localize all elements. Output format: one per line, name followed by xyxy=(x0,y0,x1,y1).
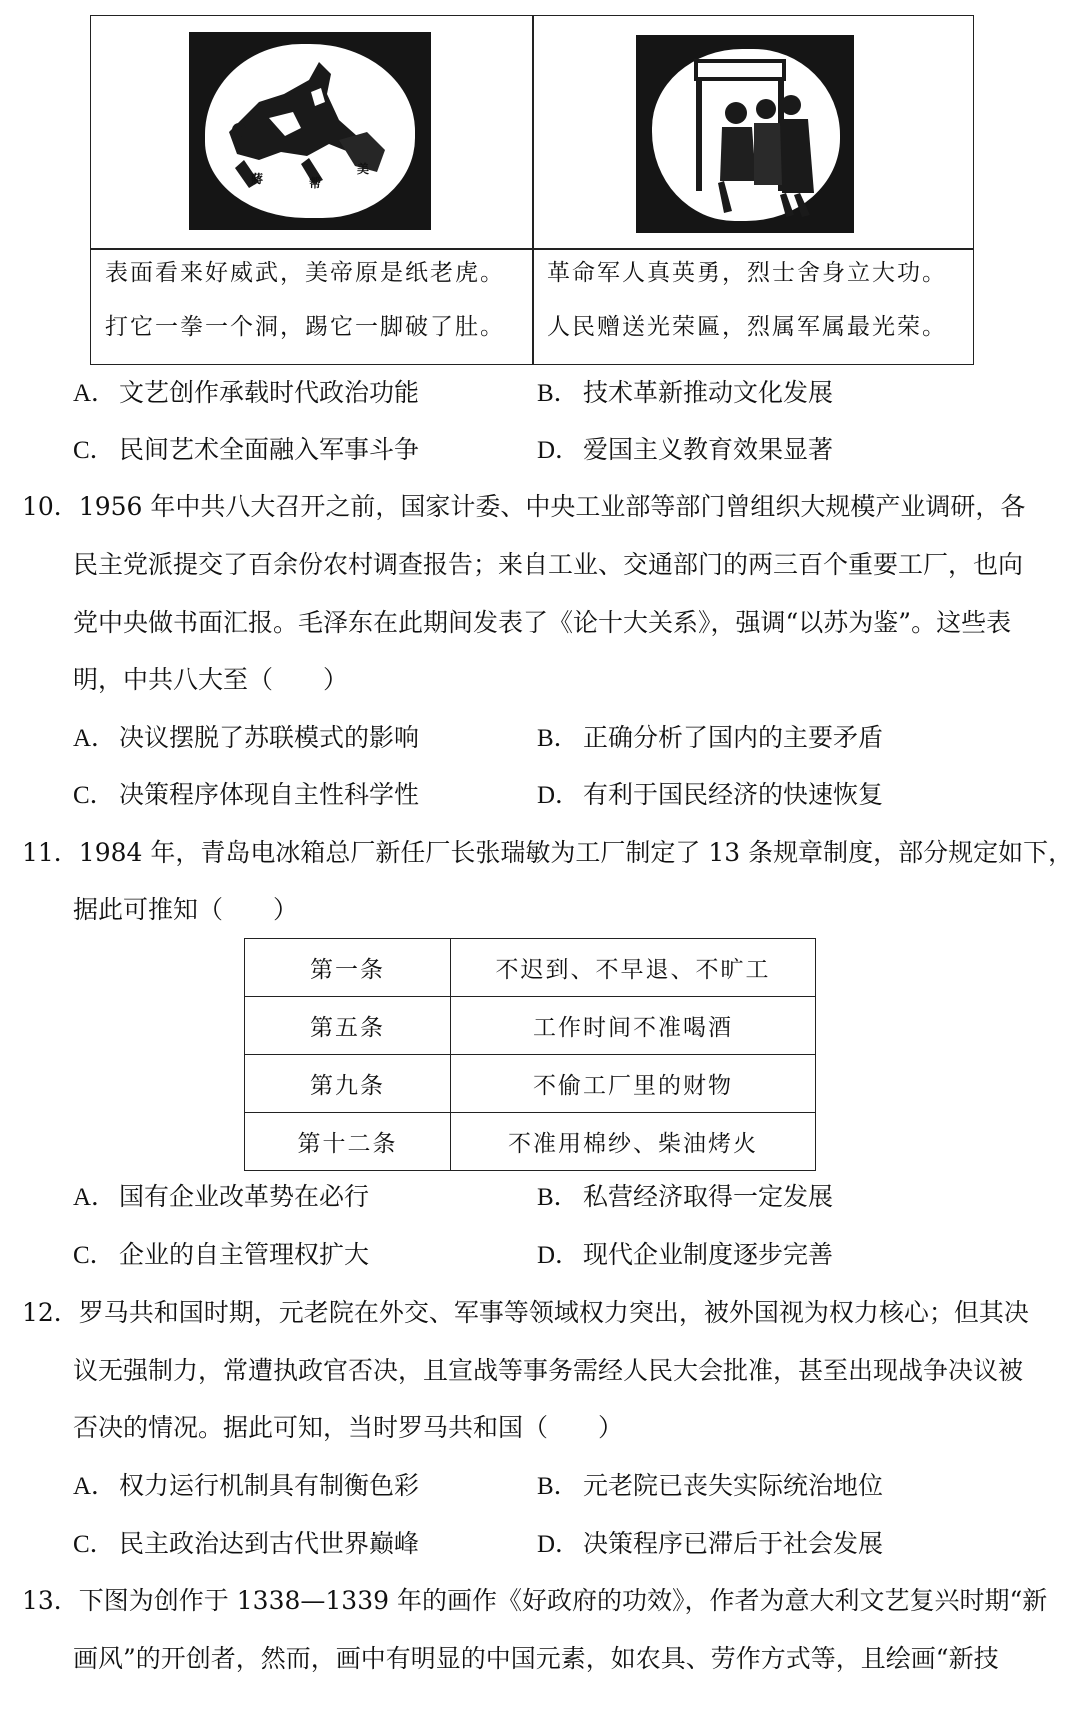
option-letter: B． xyxy=(537,1184,579,1211)
table-row xyxy=(245,939,816,997)
option-letter: D． xyxy=(537,1531,581,1558)
option-text: 技术革新推动文化发展 xyxy=(583,378,834,407)
q12-stem-line2: 议无强制力，常遭执政官否决，且宣战等事务需经人民大会批准，甚至出现战争决议被 xyxy=(73,1356,1024,1385)
q12-option-d[interactable] xyxy=(537,1527,883,1562)
option-letter: A． xyxy=(73,1473,117,1500)
option-text: 民间艺术全面融入军事斗争 xyxy=(119,435,420,464)
woodcut-caption-2: 帮 xyxy=(309,176,322,190)
poster-table xyxy=(90,15,974,365)
q9-option-b[interactable] xyxy=(537,376,833,411)
option-text: 权力运行机制具有制衡色彩 xyxy=(119,1471,420,1500)
option-letter: B． xyxy=(537,1473,579,1500)
woodcut-paper-tiger xyxy=(189,32,431,230)
option-letter: D． xyxy=(537,1242,581,1269)
table-divider-horizontal xyxy=(91,248,973,250)
q13-stem-line2: 画风”的开创者，然而，画中有明显的中国元素，如农具、劳作方式等，且绘画“新技 xyxy=(73,1644,999,1673)
option-letter: A． xyxy=(73,380,117,407)
poem-left-line2: 打它一拳一个洞，踢它一脚破了肚。 xyxy=(105,314,505,340)
option-letter: B． xyxy=(537,725,579,752)
option-letter: C． xyxy=(73,437,115,464)
q9-option-d[interactable] xyxy=(537,433,833,468)
poem-right-line1: 革命军人真英勇，烈士舍身立大功。 xyxy=(547,260,947,286)
woodcut-honor-plaque xyxy=(636,35,854,233)
article-cell: 第一条 xyxy=(245,939,451,997)
table-row xyxy=(245,1055,816,1113)
q11-option-d[interactable] xyxy=(537,1238,833,1273)
option-text: 决策程序已滞后于社会发展 xyxy=(583,1529,884,1558)
q10-option-d[interactable] xyxy=(537,778,883,813)
woodcut-plaque-illustration xyxy=(636,35,854,233)
option-text: 国有企业改革势在必行 xyxy=(119,1182,370,1211)
article-cell: 第十二条 xyxy=(245,1113,451,1171)
option-letter: D． xyxy=(537,437,581,464)
option-text: 决议摆脱了苏联模式的影响 xyxy=(119,723,420,752)
option-text: 决策程序体现自主性科学性 xyxy=(119,780,420,809)
q11-stem-line1: 11．1984 年，青岛电冰箱总厂新任厂长张瑞敏为工厂制定了 13 条规章制度，部分规定如下， xyxy=(22,838,1074,867)
q12-stem-line3: 否决的情况。据此可知，当时罗马共和国（ ） xyxy=(73,1413,624,1442)
q12-option-a[interactable] xyxy=(73,1469,419,1504)
option-text: 民主政治达到古代世界巅峰 xyxy=(119,1529,420,1558)
option-letter: D． xyxy=(537,782,581,809)
q12-option-b[interactable] xyxy=(537,1469,883,1504)
option-letter: C． xyxy=(73,782,115,809)
q10-option-c[interactable] xyxy=(73,778,419,813)
option-letter: C． xyxy=(73,1242,115,1269)
option-text: 企业的自主管理权扩大 xyxy=(119,1240,370,1269)
option-letter: A． xyxy=(73,725,117,752)
q9-option-c[interactable] xyxy=(73,433,419,468)
option-text: 爱国主义教育效果显著 xyxy=(583,435,834,464)
rule-cell: 不准用棉纱、柴油烤火 xyxy=(451,1113,816,1171)
option-text: 有利于国民经济的快速恢复 xyxy=(583,780,884,809)
option-text: 元老院已丧失实际统治地位 xyxy=(583,1471,884,1500)
table-divider-vertical xyxy=(532,16,534,364)
table-row xyxy=(245,997,816,1055)
q10-stem-line1: 10．1956 年中共八大召开之前，国家计委、中央工业部等部门曾组织大规模产业调研，各 xyxy=(22,492,1026,521)
q10-stem-line3: 党中央做书面汇报。毛泽东在此期间发表了《论十大关系》，强调“以苏为鉴”。这些表 xyxy=(73,608,1012,637)
woodcut-caption-1: 蔣 xyxy=(251,172,264,186)
article-cell: 第九条 xyxy=(245,1055,451,1113)
option-text: 现代企业制度逐步完善 xyxy=(583,1240,834,1269)
q13-stem-line1: 13．下图为创作于 1338—1339 年的画作《好政府的功效》，作者为意大利文艺复兴时期“新 xyxy=(22,1586,1048,1615)
q11-stem-line2: 据此可推知（ ） xyxy=(73,895,299,924)
option-letter: A． xyxy=(73,1184,117,1211)
q10-option-a[interactable] xyxy=(73,721,419,756)
article-cell: 第五条 xyxy=(245,997,451,1055)
q11-option-b[interactable] xyxy=(537,1180,833,1215)
rule-cell: 工作时间不准喝酒 xyxy=(451,997,816,1055)
q10-stem-line4: 明，中共八大至（ ） xyxy=(73,665,349,694)
rule-cell: 不迟到、不早退、不旷工 xyxy=(451,939,816,997)
option-text: 正确分析了国内的主要矛盾 xyxy=(583,723,884,752)
q10-stem-line2: 民主党派提交了百余份农村调查报告；来自工业、交通部门的两三百个重要工厂，也向 xyxy=(73,550,1024,579)
q12-stem-line1: 12．罗马共和国时期，元老院在外交、军事等领域权力突出，被外国视为权力核心；但其决 xyxy=(22,1298,1029,1327)
rule-cell: 不偷工厂里的财物 xyxy=(451,1055,816,1113)
poem-left-line1: 表面看来好威武，美帝原是纸老虎。 xyxy=(105,260,505,286)
q11-option-a[interactable] xyxy=(73,1180,369,1215)
table-row xyxy=(245,1113,816,1171)
option-letter: B． xyxy=(537,380,579,407)
option-text: 文艺创作承载时代政治功能 xyxy=(119,378,420,407)
option-text: 私营经济取得一定发展 xyxy=(583,1182,834,1211)
woodcut-figures-illustration xyxy=(189,32,431,230)
poem-right-line2: 人民赠送光荣匾，烈属军属最光荣。 xyxy=(547,314,947,340)
q12-option-c[interactable] xyxy=(73,1527,419,1562)
q9-option-a[interactable] xyxy=(73,376,419,411)
q11-option-c[interactable] xyxy=(73,1238,369,1273)
woodcut-caption-3: 美 xyxy=(357,162,370,176)
option-letter: C． xyxy=(73,1531,115,1558)
q10-option-b[interactable] xyxy=(537,721,883,756)
regulations-table xyxy=(244,938,816,1171)
